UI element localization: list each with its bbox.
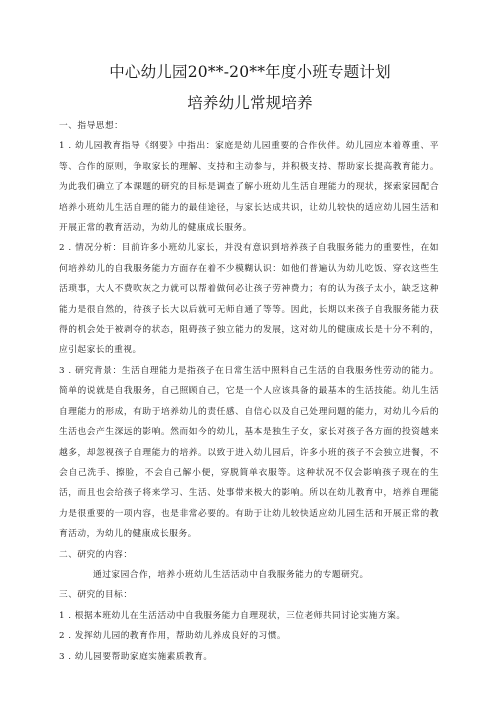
document-body: [59, 116, 439, 667]
paragraph-research-content: 通过家园合作，培养小班幼儿生活活动中自我服务能力的专题研究。: [93, 569, 369, 580]
paragraph-guidelines: 1 . 幼儿园教育指导《纲要》中指出：家庭是幼儿园重要的合作伙伴。幼儿园应本着尊重、平等、合作的原则，争取家长的理解、支持和主动参与，并积极支持、帮助家长提高教育能力。为此我们确立了本课题的研究的目标是调查了解小班幼儿生活自理能力的现状，探索家园配合培养小班幼儿生活自理的能力的最佳途径，与家长达成共识，让幼儿较快的适应幼儿园生活和开展正常的教育活动，为幼儿的健康成长服务。: [59, 141, 439, 234]
document-subtitle: 培养幼儿常规培养: [187, 94, 313, 112]
section-heading-research-goals: 三、研究的目标：: [59, 590, 133, 601]
section-heading-guiding-thought: 一、指导思想：: [59, 121, 124, 131]
paragraph-situation-analysis: 2 . 情况分析：目前许多小班幼儿家长，并没有意识到培养孩子自我服务能力的重要性，在如何培养幼儿的自我服务能力方面存在着不少模糊认识：如他们普遍认为幼儿吃饭、穿衣这些生活琐事，大人不费吹灰之力就可以帮着做何必让孩子劳神费力；有的认为孩子太小，缺乏这种能力是很自然的，待孩子长大以后就可无师自通了等等。因此，长期以来孩子自我服务能力获得的机会处于被剥夺的状态，阻碍孩子独立能力的发展，这对幼儿的健康成长是十分不利的，应引起家长的重视。: [59, 243, 439, 356]
list-item-goal-2: 2 . 发挥幼儿园的教育作用，帮助幼儿养成良好的习惯。: [59, 631, 287, 642]
document-title: 中心幼儿园20**-20**年度小班专题计划: [109, 63, 391, 81]
paragraph-research-background: 3 . 研究背景：生活自理能力是指孩子在日常生活中照料自己生活的自我服务性劳动的能力。简单的说就是自我服务，自己照顾自己，它是一个人应该具备的最基本的生活技能。幼儿生活自理能力的形成，有助于培养幼儿的责任感、自信心以及自己处理问题的能力，对幼儿今后的生活也会产生深远的影响。然而如今的幼儿，基本是独生子女，家长对孩子各方面的投资越来越多，却忽视孩子自理能力的培养。以致于进入幼儿园后，许多小班的孩子不会独立进餐，不会自己洗手、擦脸，不会自己解小便，穿脱简单衣服等。这种状况不仅会影响孩子现在的生活，而且也会给孩子将来学习、生活、处事带来极大的影响。所以在幼儿教育中，培养自理能力是很重要的一项内容，也是非常必要的。有助于让幼儿较快适应幼儿园生活和开展正常的教育活动，为幼儿的健康成长服务。: [59, 365, 439, 540]
list-item-goal-3: 3 . 幼儿园要帮助家庭实施素质教育。: [59, 651, 213, 662]
list-item-goal-1: 1 . 根据本班幼儿在生活活动中自我服务能力自理现状，三位老师共同讨论实施方案。: [59, 610, 406, 621]
section-heading-research-content: 二、研究的内容：: [59, 549, 133, 560]
